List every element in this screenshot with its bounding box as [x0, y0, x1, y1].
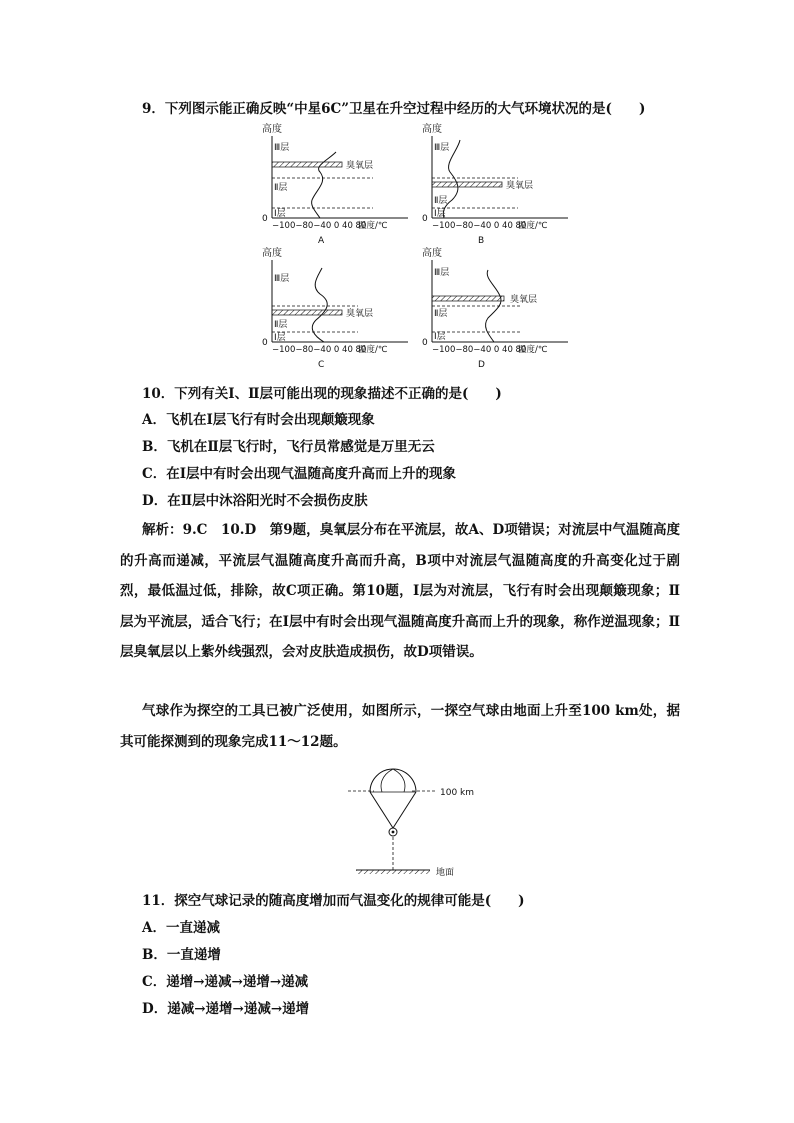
height-label: 100 km [440, 788, 475, 798]
diagram-b [418, 120, 578, 248]
svg-text:Ⅲ层: Ⅲ层 [434, 143, 450, 153]
svg-text:温度/℃: 温度/℃ [518, 345, 548, 355]
balloon-diagram [340, 762, 490, 878]
svg-text:−100−80−40 0 40 80: −100−80−40 0 40 80 [432, 221, 527, 231]
svg-text:臭氧层: 臭氧层 [346, 161, 374, 171]
axis-y-label: 高度 [262, 124, 282, 135]
question-9-stem: 9．下列图示能正确反映“中星6C”卫星在升空过程中经历的大气环境状况的是( ) [142, 101, 646, 117]
svg-text:0: 0 [422, 338, 428, 348]
intro-paragraph: 气球作为探空的工具已被广泛使用，如图所示，一探空气球由地面上升至100 km处，据其可能探测到的现象完成11～12题。 [120, 703, 680, 750]
svg-text:0: 0 [422, 214, 428, 224]
svg-text:温度/℃: 温度/℃ [358, 345, 388, 355]
svg-text:Ⅰ层: Ⅰ层 [434, 209, 446, 219]
svg-text:臭氧层: 臭氧层 [346, 309, 374, 319]
svg-text:Ⅲ层: Ⅲ层 [274, 143, 290, 153]
svg-text:臭氧层: 臭氧层 [506, 181, 534, 191]
svg-text:−100−80−40 0 40 80: −100−80−40 0 40 80 [272, 221, 367, 231]
diagram-c [258, 244, 418, 372]
question-11-option-a: A．一直递减 [142, 920, 220, 936]
svg-text:温度/℃: 温度/℃ [358, 221, 388, 231]
svg-text:−100−80−40 0 40 80: −100−80−40 0 40 80 [432, 345, 527, 355]
question-10-stem: 10．下列有关Ⅰ、Ⅱ层可能出现的现象描述不正确的是( ) [142, 386, 502, 402]
svg-text:高度: 高度 [262, 248, 282, 259]
svg-text:Ⅲ层: Ⅲ层 [274, 274, 290, 284]
question-11-option-b: B．一直递增 [142, 947, 221, 963]
question-11-option-d: D．递减→递增→递减→递增 [142, 1001, 310, 1017]
svg-text:Ⅰ层: Ⅰ层 [274, 333, 286, 343]
svg-text:0: 0 [262, 338, 268, 348]
diagram-d [418, 244, 578, 372]
svg-text:温度/℃: 温度/℃ [518, 221, 548, 231]
ground-label: 地面 [436, 868, 455, 878]
svg-text:Ⅱ层: Ⅱ层 [274, 183, 288, 193]
question-11-option-c: C．递增→递减→递增→递减 [142, 974, 309, 990]
svg-text:Ⅱ层: Ⅱ层 [434, 309, 448, 319]
svg-text:臭氧层: 臭氧层 [510, 295, 538, 305]
svg-text:高度: 高度 [422, 124, 442, 135]
question-10-option-b: B．飞机在Ⅱ层飞行时，飞行员常感觉是万里无云 [142, 439, 435, 455]
svg-text:A: A [318, 236, 325, 246]
diagram-a [258, 120, 418, 248]
svg-text:高度: 高度 [422, 248, 442, 259]
svg-text:Ⅱ层: Ⅱ层 [274, 320, 288, 330]
svg-text:0: 0 [262, 214, 268, 224]
svg-text:D: D [478, 360, 485, 370]
svg-text:Ⅰ层: Ⅰ层 [434, 332, 446, 342]
svg-text:Ⅲ层: Ⅲ层 [434, 268, 450, 278]
question-10-option-a: A．飞机在Ⅰ层飞行有时会出现颠簸现象 [142, 412, 375, 428]
question-11-stem: 11．探空气球记录的随高度增加而气温变化的规律可能是( ) [142, 893, 525, 909]
question-10-option-c: C．在Ⅰ层中有时会出现气温随高度升高而上升的现象 [142, 466, 457, 482]
svg-text:−100−80−40 0 40 80: −100−80−40 0 40 80 [272, 345, 367, 355]
svg-text:Ⅱ层: Ⅱ层 [434, 196, 448, 206]
svg-text:C: C [318, 360, 325, 370]
analysis-paragraph: 解析：9.C 10.D 第9题，臭氧层分布在平流层，故A、D项错误；对流层中气温随高度的升高而递减，平流层气温随高度升高而升高，B项中对流层气温随高度的升高变化过于剧烈，最低温过低，排除，故C项正确。第10题，Ⅰ层为对流层，飞行有时会出现颠簸现象；Ⅱ层为平流层，适合飞行；在Ⅰ层中有时会出现气温随高度升高而上升的现象，称作逆温现象；Ⅱ层臭氧层以上紫外线强烈，会对皮肤造成损伤，故D项错误。 [120, 522, 680, 660]
question-10-option-d: D．在Ⅱ层中沐浴阳光时不会损伤皮肤 [142, 493, 368, 509]
svg-text:B: B [478, 236, 485, 246]
svg-text:Ⅰ层: Ⅰ层 [274, 209, 286, 219]
